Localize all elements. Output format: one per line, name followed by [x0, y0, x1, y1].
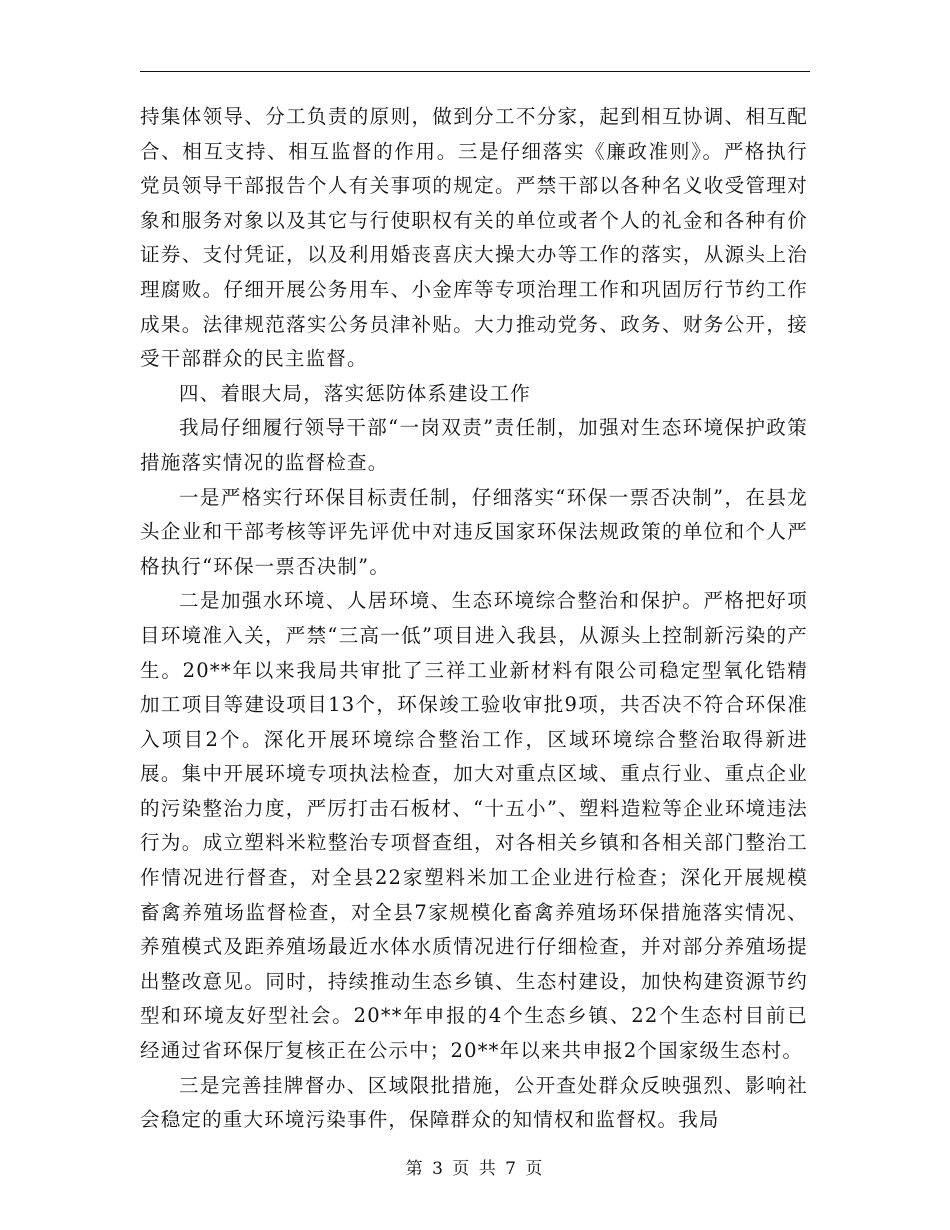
- body-paragraph: 三是完善挂牌督办、区域限批措施，公开查处群众反映强烈、影响社会稳定的重大环境污染事件，保障群众的知情权和监督权。我局: [140, 1073, 808, 1132]
- section-heading: 四、着眼大局，落实惩防体系建设工作: [179, 381, 531, 405]
- body-paragraph: 持集体领导、分工负责的原则，做到分工不分家，起到相互协调、相互配合、相互支持、相互监督的作用。三是仔细落实《廉政准则》。严格执行党员领导干部报告个人有关事项的规定。严禁干部以各种名义收受管理对象和服务对象以及其它与行使职权有关的单位或者个人的礼金和各种有价证券、支付凭证，以及利用婚丧喜庆大操大办等工作的落实，从源头上治理腐败。仔细开展公务用车、小金库等专项治理工作和巩固厉行节约工作成果。法律规范落实公务员津补贴。大力推动党务、政务、财务公开，接受干部群众的民主监督。: [140, 105, 808, 371]
- document-body: [140, 100, 808, 1138]
- body-paragraph: 一是严格实行环保目标责任制，仔细落实“环保一票否决制”，在县龙头企业和干部考核等评先评优中对违反国家环保法规政策的单位和个人严格执行“环保一票否决制”。: [140, 485, 808, 578]
- body-paragraph: 我局仔细履行领导干部“一岗双责”责任制，加强对生态环境保护政策措施落实情况的监督检查。: [140, 416, 808, 474]
- page-number: 第 3 页 共 7 页: [405, 1159, 545, 1179]
- body-paragraph: 二是加强水环境、人居环境、生态环境综合整治和保护。严格把好项目环境准入关，严禁“三高一低”项目进入我县，从源头上控制新污染的产生。20**年以来我局共审批了三祥工业新材料有限公司稳定型氧化锆精加工项目等建设项目13个，环保竣工验收审批9项，共否决不符合环保准入项目2个。深化开展环境综合整治工作，区域环境综合整治取得新进展。集中开展环境专项执法检查，加大对重点区域、重点行业、重点企业的污染整治力度，严厉打击石板材、“十五小”、塑料造粒等企业环境违法行为。成立塑料米粒整治专项督查组，对各相关乡镇和各相关部门整治工作情况进行督查，对全县22家塑料米加工企业进行检查；深化开展规模畜禽养殖场监督检查，对全县7家规模化畜禽养殖场环保措施落实情况、养殖模式及距养殖场最近水体水质情况进行仔细检查，并对部分养殖场提出整改意见。同时，持续推动生态乡镇、生态村建设，加快构建资源节约型和环境友好型社会。20**年申报的4个生态乡镇、22个生态村目前已经通过省环保厅复核正在公示中；20**年以来共申报2个国家级生态村。: [140, 589, 808, 1063]
- header-rule: [140, 71, 810, 72]
